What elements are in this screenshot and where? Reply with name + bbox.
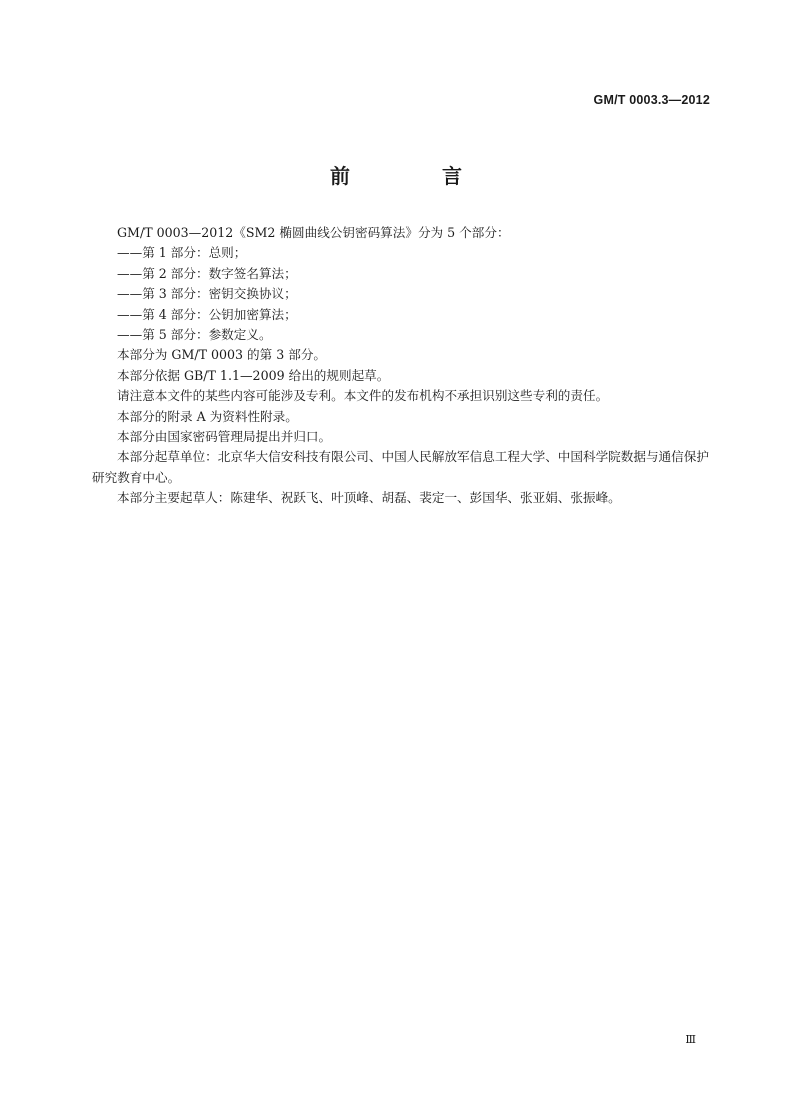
standard-code: GM/T 0003.3—2012 — [593, 93, 710, 107]
part-list-item: ——第 5 部分：参数定义。 — [117, 327, 272, 343]
page-number: Ⅲ — [685, 1033, 696, 1046]
paragraph: 本部分由国家密码管理局提出并归口。 — [117, 429, 332, 445]
paragraph: 请注意本文件的某些内容可能涉及专利。本文件的发布机构不承担识别这些专利的责任。 — [117, 388, 609, 404]
intro-paragraph: GM/T 0003—2012《SM2 椭圆曲线公钥密码算法》分为 5 个部分： — [117, 225, 510, 240]
section-title: 前 言 — [330, 164, 498, 188]
paragraph: 本部分主要起草人：陈建华、祝跃飞、叶顶峰、胡磊、裴定一、彭国华、张亚娟、张振峰。 — [117, 490, 621, 506]
foreword-body — [92, 223, 710, 509]
paragraph: 本部分依据 GB/T 1.1—2009 给出的规则起草。 — [117, 367, 390, 383]
paragraph: 本部分的附录 A 为资料性附录。 — [117, 408, 298, 424]
paragraph: 本部分为 GM/T 0003 的第 3 部分。 — [117, 347, 327, 363]
part-list-item: ——第 3 部分：密钥交换协议； — [117, 286, 297, 302]
part-list-item: ——第 2 部分：数字签名算法； — [117, 265, 297, 281]
paragraph: 本部分起草单位：北京华大信安科技有限公司、中国人民解放军信息工程大学、中国科学院数据与通信保护研究教育中心。 — [92, 449, 709, 485]
part-list-item: ——第 4 部分：公钥加密算法； — [117, 306, 297, 322]
part-list-item: ——第 1 部分：总则； — [117, 245, 247, 261]
